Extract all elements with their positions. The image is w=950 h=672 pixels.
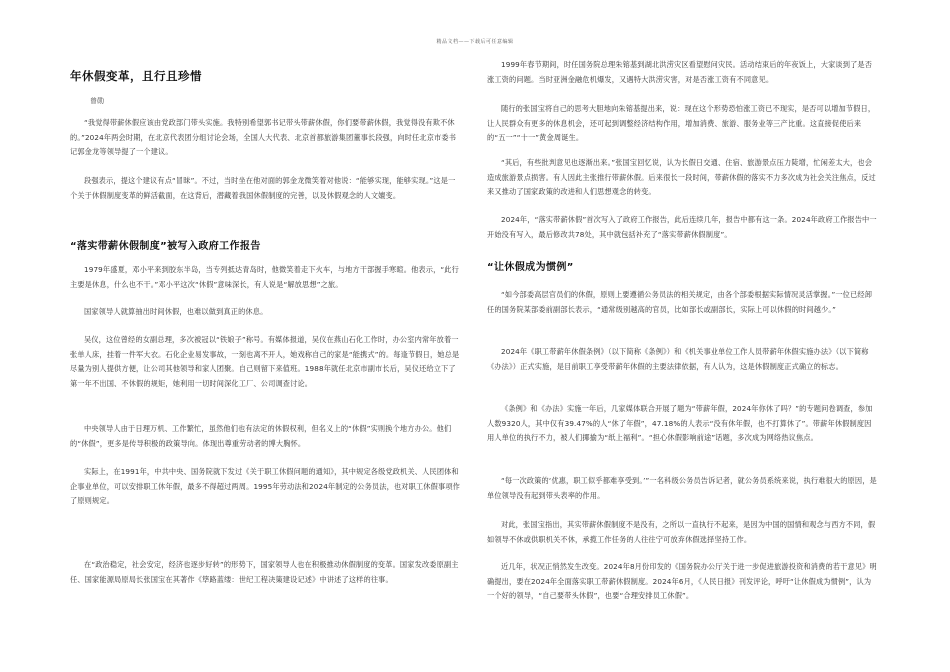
paragraph: 2024年《职工带薪年休假条例》（以下简称《条例》）和《机关事业单位工作人员带薪年休假实施办法》（以下简称《办法》）正式实施，是目前职工享受带薪年休假的主要法律依据，有人认为，这是休假制度正式确立的标志。 [487, 347, 869, 371]
paragraph: 随行的张国宝将自己的思考大胆地向朱镕基提出来，说：现在这个形势恐怕涨工资已不现实，是否可以增加节假日，让人民群众有更多的休息机会，还可起到调整经济结构作用，增加消费、旅游、服务业等三产比重。这直接促使后来的“五一”“十一”黄金周诞生。 [487, 104, 876, 142]
paragraph: 1999年春节期间，时任国务院总理朱镕基到湖北洪涝灾区看望慰问灾民。活动结束后的年夜饭上，大家谈到了是否涨工资的问题。当时亚洲金融危机爆发，又遇特大洪涝灾害，对是否涨工资有不同意见。 [487, 60, 873, 84]
paragraph: 中央领导人由于日理万机、工作繁忙，虽然他们也有法定的休假权利，但名义上的“休假”实则换个地方办公。他们的“休假”，更多是传导积极的政策导向。体现出尊重劳动者的博大胸怀。 [70, 424, 452, 448]
paragraph: “我觉得带薪休假应该由党政部门带头实施。我特别希望郭书记带头带薪休假，你们要带薪休假，我觉得没有欺不休的。”2024年两会时期，在北京代表团分组讨论会场，全国人大代表、北京首都旅游集团董事长段强，向时任北京市委书记郭金龙等领导提了一个建议。 [70, 118, 457, 156]
paragraph: 近几年，状况正悄然发生改变。2024年8月份印发的《国务院办公厅关于进一步促进旅游投资和消费的若干意见》明确提出，要在2024年全面落实职工带薪休假制度。2024年6月，《人民日报》刊发评论，呼吁“让休假成为惯例”，认为一个好的领导，“自己要带头休假”，也要“合理安排员工休假”。 [487, 562, 877, 600]
paragraph: “每一次政策的‘优惠，职工似乎都难享受到。’”一名科级公务员告诉记者，就公务员系统来说，执行难很大的原因，是单位领导没有起到带头表率的作用。 [487, 476, 877, 500]
paragraph: 在“政治稳定，社会安定，经济也逐步好转”的形势下，国家领导人也在积极推动休假制度的变革。国家发改委原副主任、国家能源局原局长张国宝在其著作《筚路蓝缕：世纪工程决策建设记述》中讲述了这样的往事。 [70, 560, 459, 584]
section-heading: “让休假成为惯例” [487, 262, 574, 273]
paragraph: 1979年盛夏，邓小平来到胶东半岛，当专列抵达青岛时，他微笑着走下火车，与地方干部握手寒暄。他表示，“此行主要是休息，什么也不干。”邓小平这次“休假”意味深长，有人说是“解放思想”之旅。 [70, 265, 459, 289]
paragraph: “其后，有些批判意见也逐渐出来。”张国宝回忆说，认为长假日交通、住宿、旅游景点压力陡增，忙闲差太大，也会造成旅游景点损害。有人因此主张推行带薪休假。后来很长一段时间，带薪休假的落实不力多次成为社会关注焦点，反过来又推动了国家政策的改进和人们思想观念的转变。 [487, 158, 876, 196]
paragraph: 对此，张国宝指出，其实带薪休假制度不是没有，之所以一直执行不起来，是因为中国的国情和观念与西方不同，假如领导不休或供职机关不休，承揽工作任务的人往往宁可放弃休假选择坚持工作。 [487, 520, 876, 544]
page-header: 精品文档——下载后可任意编辑 [436, 39, 514, 45]
paragraph: 2024年，“落实带薪休假”首次写入了政府工作报告，此后连续几年，报告中都有这一条。2024年政府工作报告中一开始没有写入，最后修改共78处，其中就包括补充了“落实带薪休假制度”。 [487, 215, 877, 239]
section-heading: “落实带薪休假制度”被写入政府工作报告 [70, 241, 261, 252]
paragraph: 《条例》和《办法》实施一年后，几家媒体联合开展了题为“带薪年假，2024年你休了吗？”的专题问卷调查，参加人数9320人，其中仅有39.47%的人“休了年假”，47.18%的人表示“没有休年假，也不打算休了”。带薪年休假制度因用人单位的执行不力，被人们揶揄为“纸上福利”。“担心休假影响前途”话题，多次成为网络热议焦点。 [487, 404, 873, 442]
paragraph: 吴仪，这位曾经的女副总理，多次被冠以“铁娘子”称号。有媒体报道，吴仪在燕山石化工作时，办公室内常年放着一张单人床，挂着一件军大衣。石化企业易发事故，一刻也离不开人，她戏称自己的家是“能携式”的。每逢节假日，她总是尽量为别人提供方便，让公司其他领导和家人团聚。自己则留下来值班。1988年就任北京市副市长后，吴仪还给立下了第一年不出国、不休假的规矩，她利用一切时间深化工厂、公司调查讨论。 [70, 335, 460, 388]
paragraph: 实际上，在1991年，中共中央、国务院就下发过《关于职工休假问题的通知》，其中规定各级党政机关、人民团体和企事业单位，可以安排职工休年假，最多不得超过两周。1995年劳动法和2024年制定的公务员法，也对职工休假事项作了原则规定。 [70, 467, 460, 505]
article-author: 曾勋 [90, 97, 104, 105]
paragraph: 段强表示，提这个建议有点“冒昧”。不过，当时坐在他对面的郭金龙微笑着对他说：“能够实现，能够实现。”这是一个关于休假制度变革的鲜活截面，在这背后，潜藏着我国休假制度的完善，以及休假观念的人文嬗变。 [70, 176, 456, 200]
paragraph: “如今部委高层官员们的休假，原则上要遵循公务员法的相关规定，由各个部委根据实际情况灵活掌握。”一位已经卸任的国务院某部委前副部长表示，“通常级别越高的官员，比如部长或副部长，实际上可以休假的时间越少。” [487, 290, 873, 314]
article-title: 年休假变革，且行且珍惜 [70, 69, 202, 83]
paragraph: 国家领导人就算抽出时间休假，也难以做到真正的休息。 [84, 307, 268, 316]
